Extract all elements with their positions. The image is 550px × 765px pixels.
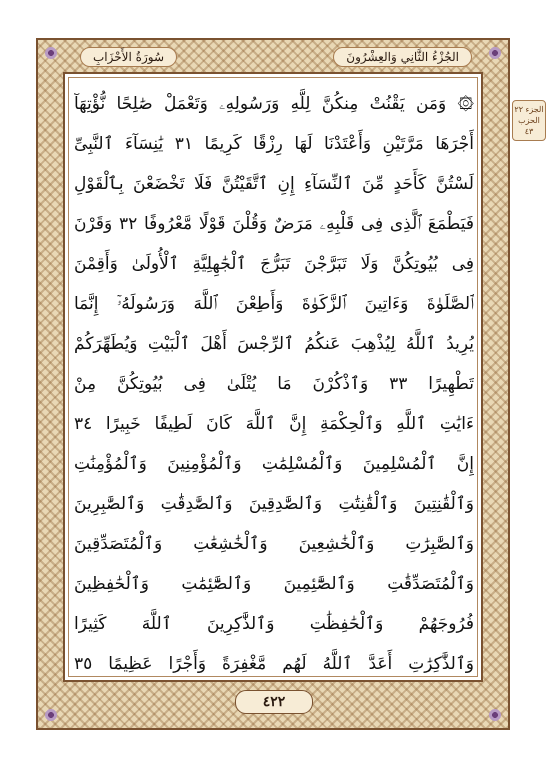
page-number: ٤٢٢ xyxy=(235,690,313,714)
text-line: أَجْرَهَا مَرَّتَيْنِ وَأَعْتَدْنَا لَهَا رِزْقًا كَرِيمًا ٣١ يَٰنِسَآءَ ٱلنَّبِىِّ xyxy=(74,134,474,154)
page-header xyxy=(80,44,472,70)
corner-ornament xyxy=(44,46,58,60)
text-line: لَسْتُنَّ كَأَحَدٍ مِّنَ ٱلنِّسَآءِ إِنِ ٱتَّقَيْتُنَّ فَلَا تَخْضَعْنَ بِٱلْقَوْلِ xyxy=(74,174,474,194)
text-line: فِى بُيُوتِكُنَّ وَلَا تَبَرَّجْنَ تَبَرُّجَ ٱلْجَٰهِلِيَّةِ ٱلْأُولَىٰ وَأَقِمْنَ xyxy=(74,254,474,274)
text-line: فُرُوجَهُمْ وَٱلْحَٰفِظَٰتِ وَٱلذَّٰكِرِينَ ٱللَّهَ كَثِيرًا xyxy=(74,614,474,634)
corner-ornament xyxy=(44,708,58,722)
text-line: ٱلصَّلَوٰةَ وَءَاتِينَ ٱلزَّكَوٰةَ وَأَطِعْنَ ٱللَّهَ وَرَسُولَهُۥٓ إِنَّمَا xyxy=(74,294,474,314)
text-line: وَٱلذَّٰكِرَٰتِ أَعَدَّ ٱللَّهُ لَهُم مَّغْفِرَةً وَأَجْرًا عَظِيمًا ٣٥ xyxy=(74,654,474,674)
juz-label: الجزء ٢٢ xyxy=(514,105,544,114)
text-line: تَطْهِيرًا ٣٣ وَٱذْكُرْنَ مَا يُتْلَىٰ فِى بُيُوتِكُنَّ مِنْ xyxy=(74,374,474,394)
verse-text xyxy=(74,84,474,684)
text-line: إِنَّ ٱلْمُسْلِمِينَ وَٱلْمُسْلِمَٰتِ وَٱلْمُؤْمِنِينَ وَٱلْمُؤْمِنَٰتِ xyxy=(74,454,474,474)
corner-ornament xyxy=(488,46,502,60)
text-line: يُرِيدُ ٱللَّهُ لِيُذْهِبَ عَنكُمُ ٱلرِّجْسَ أَهْلَ ٱلْبَيْتِ وَيُطَهِّرَكُمْ xyxy=(74,334,474,354)
hizb-label: الحزب ٤٣ xyxy=(518,116,540,136)
surah-title: سُورَةُ الأَحْزَابِ xyxy=(80,47,177,67)
text-line: وَٱلْمُتَصَدِّقَٰتِ وَٱلصَّٰٓئِمِينَ وَٱلصَّٰٓئِمَٰتِ وَٱلْحَٰفِظِينَ xyxy=(74,574,474,594)
corner-ornament xyxy=(488,708,502,722)
text-line: فَيَطْمَعَ ٱلَّذِى فِى قَلْبِهِۦ مَرَضٌ وَقُلْنَ قَوْلًا مَّعْرُوفًا ٣٢ وَقَرْنَ xyxy=(74,214,474,234)
juz-title: الجُزْءُ الثَّانِي وَالعِشْرُونَ xyxy=(333,47,472,67)
text-line: وَٱلصَّٰبِرَٰتِ وَٱلْخَٰشِعِينَ وَٱلْخَٰشِعَٰتِ وَٱلْمُتَصَدِّقِينَ xyxy=(74,534,474,554)
text-line: ءَايَٰتِ ٱللَّهِ وَٱلْحِكْمَةِ إِنَّ ٱللَّهَ كَانَ لَطِيفًا خَبِيرًا ٣٤ xyxy=(74,414,474,434)
text-line: ۞ وَمَن يَقْنُتْ مِنكُنَّ لِلَّهِ وَرَسُولِهِۦ وَتَعْمَلْ صَٰلِحًا نُّؤْتِهَآ xyxy=(74,94,474,114)
text-line: وَٱلْقَٰنِتِينَ وَٱلْقَٰنِتَٰتِ وَٱلصَّٰدِقِينَ وَٱلصَّٰدِقَٰتِ وَٱلصَّٰبِرِينَ xyxy=(74,494,474,514)
juz-margin-note xyxy=(512,100,546,141)
